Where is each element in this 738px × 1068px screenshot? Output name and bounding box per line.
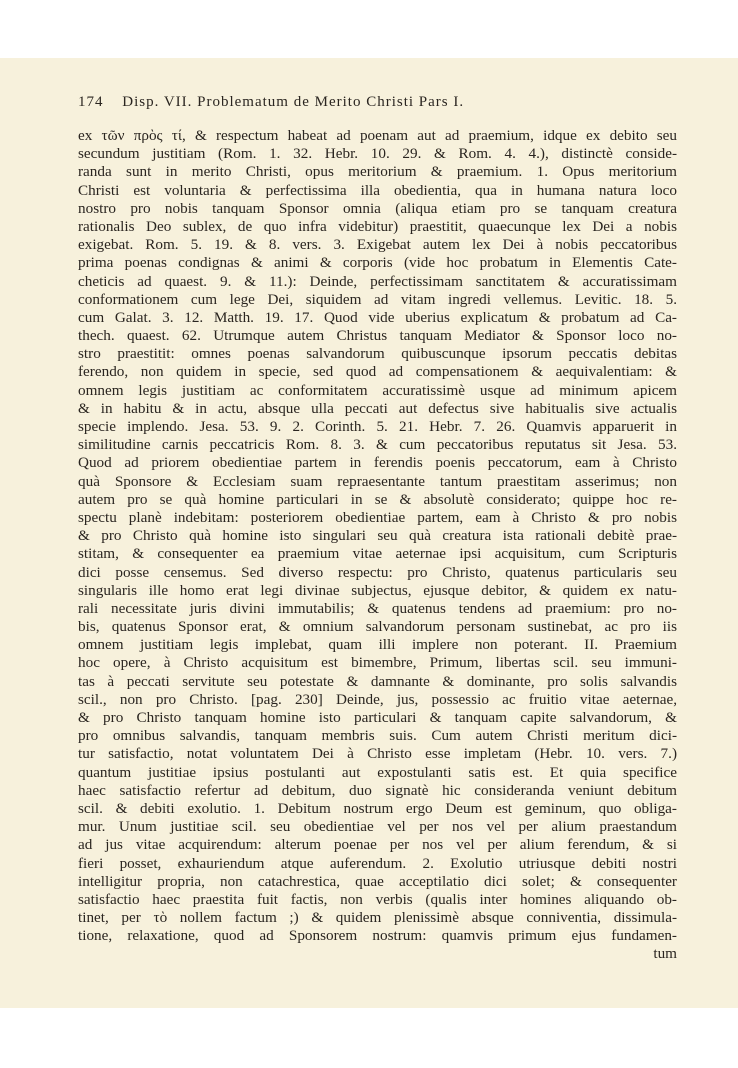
text-line: Quod ad priorem obedientiae partem in ferendis poenis peccatorum, eam à Christo <box>78 454 677 472</box>
text-line: prima poenas condignas & animi & corporis (vide hoc probatum in Elementis Cate- <box>78 254 677 272</box>
text-line: Christi est voluntaria & perfectissima illa obedientia, qua in humana natura loco <box>78 181 677 199</box>
text-line: tas à peccati servitute seu potestate & damnante & dominante, pro solis salvandis <box>78 672 677 690</box>
text-line: specie implendo. Jesa. 53. 9. 2. Corinth. 5. 21. Hebr. 7. 26. Quamvis apparuerit in <box>78 418 677 435</box>
text-line: & pro Christo quà homine isto singulari seu quà creatura ista rationali debitè prae- <box>78 527 677 545</box>
text-line: tinet, per τὸ nollem factum ;) & quidem plenissimè absque conniventia, dissimula- <box>78 909 677 927</box>
page-number: 174 <box>78 94 104 110</box>
text-line: spectu planè indebitam: posteriorem obedientiae partem, eam à Christo & pro nobis <box>78 508 677 526</box>
text-line: bis, quatenus Sponsor erat, & omnium salvandorum personam sustinebat, ac pro iis <box>78 618 677 636</box>
text-line: tur satisfactio, notat voluntatem Dei à Christo esse impletam (Hebr. 10. vers. 7.) <box>78 745 677 763</box>
text-line: pro omnibus salvandis, tanquam membris suis. Cum autem Christi meritum dici- <box>78 727 677 745</box>
running-title: Disp. VII. Problematum de Merito Christi Pars I. <box>122 94 465 110</box>
text-line: & pro Christo tanquam homine isto particulari & tanquam capite salvandorum, & <box>78 709 677 726</box>
text-line: randa sunt in merito Christi, opus meritorium & praemium. 1. Opus meritorium <box>78 163 677 181</box>
text-line: rali necessitate juris divini immutabilis; & quatenus tendens ad praemium: pro no- <box>78 599 677 617</box>
text-line: fieri posset, exhauriendum atque auferendum. 2. Exolutio utriusque debiti nostri <box>78 854 677 872</box>
text-line: haec satisfactio refertur ad debitum, duo signatè hic consideranda veniunt debitum <box>78 781 677 799</box>
text-line: rationalis Deo sublex, de quo infra videbitur) praestitit, quaecunque lex Dei a nobis <box>78 217 677 235</box>
text-line: ad jus vitae acquirendum: alterum poenae per nos vel per alium ferendum, & si <box>78 836 677 854</box>
text-line: tione, relaxatione, quod ad Sponsorem nostrum: quamvis primum ejus fundamen- <box>78 927 677 945</box>
text-line: singularis ille homo erat legi divinae subjectus, ejusque debitor, & quidem ex natu- <box>78 581 677 599</box>
text-line: dici posse censemus. Sed diverso respectu: pro Christo, quatenus particularis seu <box>78 563 677 581</box>
text-line: omnem legis justitiam ac conformitatem accuratissimè usque ad minimum apicem <box>78 381 677 399</box>
text-line: ferendo, non quidem in specie, sed quod ad compensationem & aequivalentiam: & <box>78 363 677 381</box>
text-line: mur. Unum justitiae scil. seu obedientiae vel per nos vel per alium praestandum <box>78 818 677 836</box>
text-line: scil., non pro Christo. [pag. 230] Deinde, jus, possessio ac fruitio vitae aeternae, <box>78 690 677 708</box>
book-page <box>0 58 738 1008</box>
text-line: stro praestitit: omnes poenas salvandorum quibuscunque ipsorum peccatis debitas <box>78 345 677 363</box>
text-line: autem pro se quà homine particulari in se & absolutè considerato; quippe hoc re- <box>78 490 677 508</box>
text-line: conformationem cum lege Dei, siquidem ad vitam ingredi vellemus. Levitic. 18. 5. <box>78 290 677 308</box>
text-line: intelligitur propria, non catachrestica, quae acceptilatio dici solet; & consequenter <box>78 872 677 890</box>
text-line: stitam, & consequenter ea praemium vitae aeternae ipsi acquisitum, cum Scripturis <box>78 545 677 563</box>
text-line: exigebat. Rom. 5. 19. & 8. vers. 3. Exigebat autem lex Dei à nobis peccatoribus <box>78 236 677 254</box>
text-line: secundum justitiam (Rom. 1. 32. Hebr. 10. 29. & Rom. 4. 4.), distinctè conside- <box>78 145 677 163</box>
running-header <box>78 94 678 111</box>
text-line: scil. & debiti exolutio. 1. Debitum nostrum ergo Deum est geminum, quo obliga- <box>78 799 677 817</box>
text-line: satisfactio haec praestita fuit factis, non verbis (qualis inter homines aliquando ob- <box>78 890 677 908</box>
text-line: quà Sponsore & Ecclesiam suam repraesentante tantum praestitam asserimus; non <box>78 472 677 490</box>
text-line: & in habitu & in actu, absque ulla peccati aut defectus sive habitualis sive actualis <box>78 399 677 417</box>
text-line: nostro pro nobis tanquam Sponsor omnia (aliqua etiam pro se tanquam creatura <box>78 199 677 217</box>
body-text <box>78 127 677 964</box>
text-line: hoc opere, à Christo acquisitum est bimembre, Primum, libertas scil. seu immuni- <box>78 654 677 672</box>
text-line: ex τῶν πρὸς τί, & respectum habeat ad poenam aut ad praemium, idque ex debito seu <box>78 127 677 144</box>
text-line: omnem justitiam legis implebat, quam illi implere non poterant. II. Praemium <box>78 636 677 654</box>
text-line: quantum justitiae ipsius postulanti aut expostulanti satis est. Et quia specifice <box>78 763 677 781</box>
text-line: similitudine carnis peccatricis Rom. 8. 3. & cum peccatoribus reputatus sit Jesa. 53. <box>78 436 677 454</box>
text-line: cum Galat. 3. 12. Matth. 19. 17. Quod vide uberius explicatum & probatum ad Ca- <box>78 308 677 326</box>
text-line: tum <box>653 945 677 963</box>
text-line: thech. quaest. 62. Utrumque autem Christus tanquam Mediator & Sponsor loco no- <box>78 327 677 345</box>
text-line: cheticis ad quaest. 9. & 11.): Deinde, perfectissimam sanctitatem & accuratissimam <box>78 272 677 290</box>
